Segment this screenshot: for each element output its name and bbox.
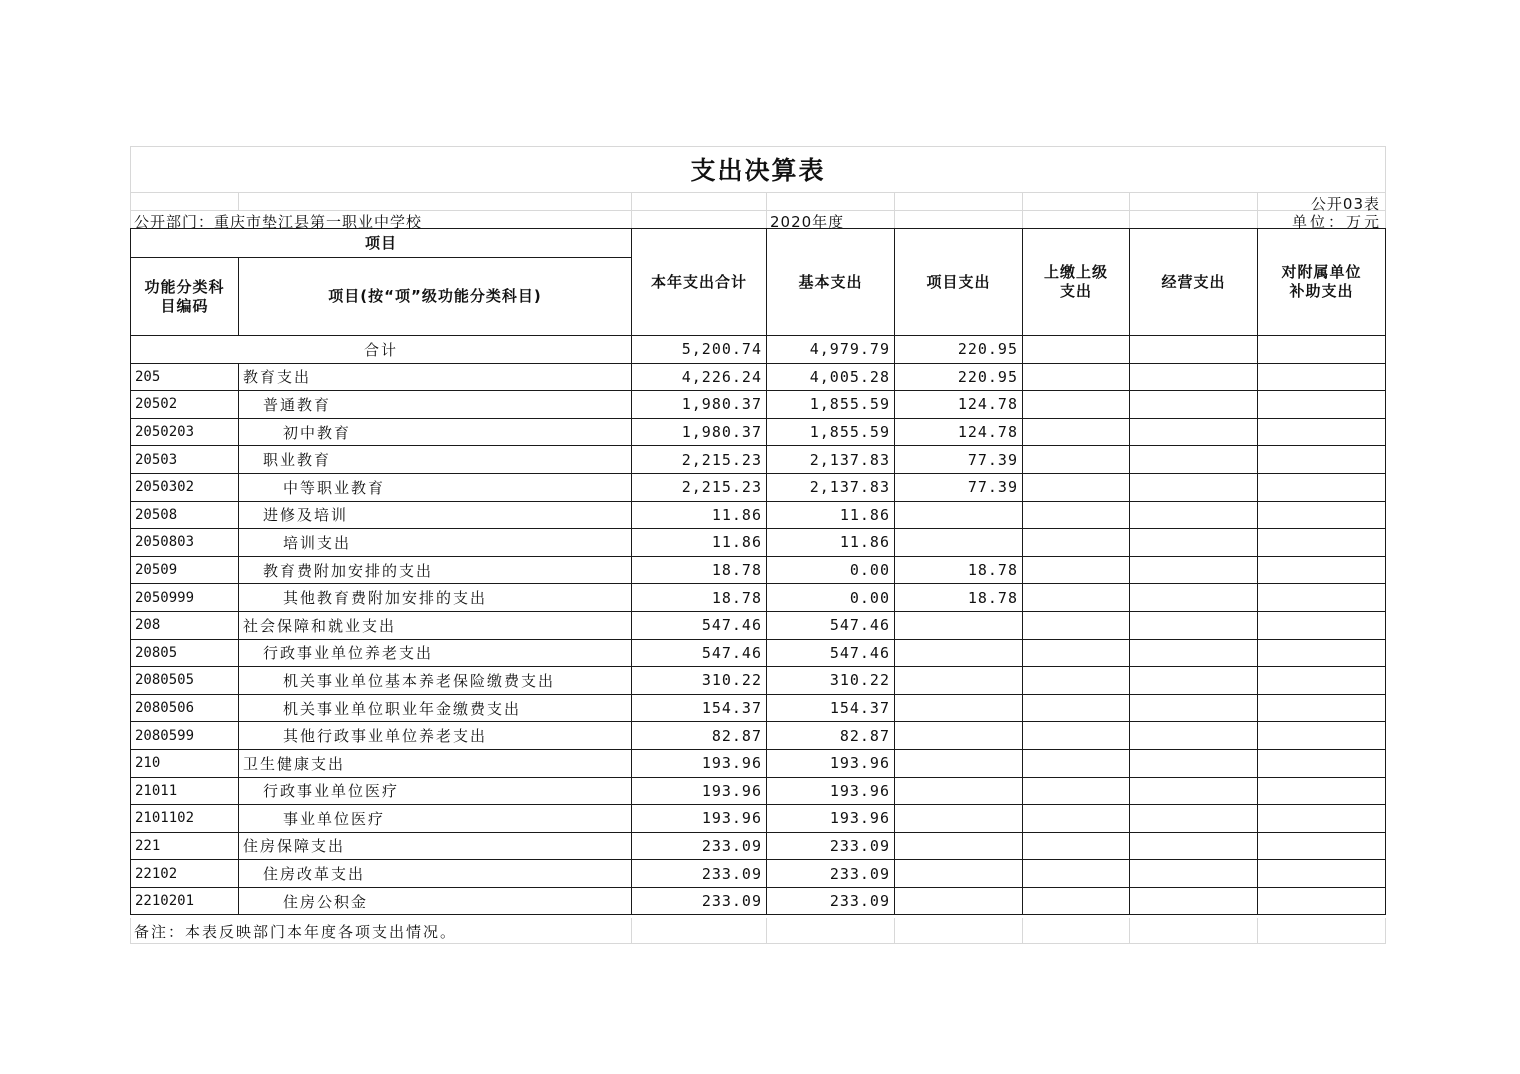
row-total: 11.86 xyxy=(632,501,767,529)
row-name: 教育支出 xyxy=(239,363,632,391)
row-code: 2080599 xyxy=(131,722,239,750)
row-subsidy xyxy=(1258,805,1386,833)
table-row xyxy=(131,860,1386,888)
row-business xyxy=(1130,611,1258,639)
row-subsidy xyxy=(1258,529,1386,557)
row-business xyxy=(1130,667,1258,695)
gridline xyxy=(894,192,895,228)
row-project xyxy=(895,832,1023,860)
row-basic: 0.00 xyxy=(767,556,895,584)
row-project: 18.78 xyxy=(895,556,1023,584)
row-project xyxy=(895,860,1023,888)
row-upper xyxy=(1023,805,1130,833)
row-name: 教育费附加安排的支出 xyxy=(239,556,632,584)
row-basic: 547.46 xyxy=(767,639,895,667)
row-basic: 4,979.79 xyxy=(767,336,895,364)
row-total: 2,215.23 xyxy=(632,473,767,501)
row-code: 2050203 xyxy=(131,418,239,446)
header-code: 功能分类科目编码 xyxy=(131,258,239,336)
table-row xyxy=(131,639,1386,667)
row-total: 2,215.23 xyxy=(632,446,767,474)
row-total: 233.09 xyxy=(632,860,767,888)
header-row-top xyxy=(131,229,1386,258)
row-business xyxy=(1130,473,1258,501)
row-name: 行政事业单位养老支出 xyxy=(239,639,632,667)
row-name: 机关事业单位职业年金缴费支出 xyxy=(239,694,632,722)
row-code: 20509 xyxy=(131,556,239,584)
row-upper xyxy=(1023,501,1130,529)
gridline xyxy=(1257,192,1258,228)
row-project xyxy=(895,887,1023,915)
row-subsidy xyxy=(1258,336,1386,364)
row-name: 其他教育费附加安排的支出 xyxy=(239,584,632,612)
row-business xyxy=(1130,418,1258,446)
row-name: 中等职业教育 xyxy=(239,473,632,501)
row-upper xyxy=(1023,860,1130,888)
row-basic: 11.86 xyxy=(767,501,895,529)
header-total: 本年支出合计 xyxy=(632,229,767,336)
row-total: 1,980.37 xyxy=(632,391,767,419)
gridline xyxy=(238,192,239,210)
row-subsidy xyxy=(1258,777,1386,805)
sheet-title: 支出决算表 xyxy=(130,146,1386,192)
row-upper xyxy=(1023,832,1130,860)
row-name: 行政事业单位医疗 xyxy=(239,777,632,805)
row-code: 22102 xyxy=(131,860,239,888)
footnote: 备注：本表反映部门本年度各项支出情况。 xyxy=(134,923,458,941)
gridline xyxy=(631,918,632,944)
header-upper: 上缴上级支出 xyxy=(1023,229,1130,336)
row-business xyxy=(1130,722,1258,750)
gridline xyxy=(1022,918,1023,944)
row-project: 220.95 xyxy=(895,363,1023,391)
row-project xyxy=(895,501,1023,529)
row-upper xyxy=(1023,887,1130,915)
row-basic: 233.09 xyxy=(767,832,895,860)
row-name: 进修及培训 xyxy=(239,501,632,529)
row-project xyxy=(895,611,1023,639)
gridline xyxy=(766,192,767,228)
row-project xyxy=(895,694,1023,722)
row-project xyxy=(895,667,1023,695)
row-project xyxy=(895,529,1023,557)
header-business: 经营支出 xyxy=(1130,229,1258,336)
row-code: 20805 xyxy=(131,639,239,667)
row-total: 310.22 xyxy=(632,667,767,695)
row-total: 233.09 xyxy=(632,887,767,915)
table-row xyxy=(131,556,1386,584)
row-upper xyxy=(1023,749,1130,777)
gridline xyxy=(130,918,131,944)
row-name: 其他行政事业单位养老支出 xyxy=(239,722,632,750)
row-name: 初中教育 xyxy=(239,418,632,446)
row-upper xyxy=(1023,667,1130,695)
row-total: 154.37 xyxy=(632,694,767,722)
gridline xyxy=(130,943,1386,944)
row-basic: 82.87 xyxy=(767,722,895,750)
row-total: 547.46 xyxy=(632,611,767,639)
table-row xyxy=(131,694,1386,722)
row-code: 2050803 xyxy=(131,529,239,557)
row-basic: 233.09 xyxy=(767,887,895,915)
row-project: 77.39 xyxy=(895,473,1023,501)
row-subsidy xyxy=(1258,639,1386,667)
row-upper xyxy=(1023,556,1130,584)
row-basic: 1,855.59 xyxy=(767,391,895,419)
gridline xyxy=(894,918,895,944)
gridline xyxy=(1385,918,1386,944)
row-code: 208 xyxy=(131,611,239,639)
row-basic: 11.86 xyxy=(767,529,895,557)
table-row xyxy=(131,887,1386,915)
row-name: 社会保障和就业支出 xyxy=(239,611,632,639)
row-upper xyxy=(1023,584,1130,612)
table-row xyxy=(131,832,1386,860)
row-project xyxy=(895,749,1023,777)
row-name: 普通教育 xyxy=(239,391,632,419)
row-basic: 193.96 xyxy=(767,805,895,833)
row-basic: 4,005.28 xyxy=(767,363,895,391)
row-subsidy xyxy=(1258,887,1386,915)
gridline xyxy=(766,918,767,944)
row-business xyxy=(1130,391,1258,419)
header-basic: 基本支出 xyxy=(767,229,895,336)
row-subsidy xyxy=(1258,667,1386,695)
table-row xyxy=(131,611,1386,639)
row-project: 124.78 xyxy=(895,391,1023,419)
row-total: 547.46 xyxy=(632,639,767,667)
row-code: 21011 xyxy=(131,777,239,805)
table-row xyxy=(131,749,1386,777)
row-subsidy xyxy=(1258,860,1386,888)
gridline xyxy=(1129,918,1130,944)
row-business xyxy=(1130,363,1258,391)
table-row xyxy=(131,391,1386,419)
row-upper xyxy=(1023,363,1130,391)
row-subsidy xyxy=(1258,584,1386,612)
row-subsidy xyxy=(1258,611,1386,639)
row-project xyxy=(895,722,1023,750)
row-business xyxy=(1130,501,1258,529)
row-subsidy xyxy=(1258,694,1386,722)
row-upper xyxy=(1023,611,1130,639)
row-total: 4,226.24 xyxy=(632,363,767,391)
row-business xyxy=(1130,584,1258,612)
row-business xyxy=(1130,556,1258,584)
row-subsidy xyxy=(1258,749,1386,777)
table-row xyxy=(131,667,1386,695)
row-subsidy xyxy=(1258,832,1386,860)
row-total: 193.96 xyxy=(632,805,767,833)
fiscal-year: 2020年度 xyxy=(770,213,845,231)
row-name: 职业教育 xyxy=(239,446,632,474)
gridline xyxy=(631,192,632,228)
row-basic: 2,137.83 xyxy=(767,473,895,501)
row-total: 11.86 xyxy=(632,529,767,557)
row-project: 18.78 xyxy=(895,584,1023,612)
gridline xyxy=(130,192,1386,193)
row-business xyxy=(1130,887,1258,915)
row-business xyxy=(1130,832,1258,860)
expenditure-table xyxy=(130,228,1386,915)
row-subsidy xyxy=(1258,391,1386,419)
row-upper xyxy=(1023,777,1130,805)
table-row xyxy=(131,418,1386,446)
row-upper xyxy=(1023,446,1130,474)
row-name: 机关事业单位基本养老保险缴费支出 xyxy=(239,667,632,695)
gridline xyxy=(1129,192,1130,228)
row-upper xyxy=(1023,418,1130,446)
row-total: 5,200.74 xyxy=(632,336,767,364)
row-code: 20508 xyxy=(131,501,239,529)
row-name: 培训支出 xyxy=(239,529,632,557)
gridline xyxy=(1385,192,1386,228)
row-basic: 2,137.83 xyxy=(767,446,895,474)
row-business xyxy=(1130,694,1258,722)
header-subsidy: 对附属单位补助支出 xyxy=(1258,229,1386,336)
row-business xyxy=(1130,749,1258,777)
row-total: 233.09 xyxy=(632,832,767,860)
table-row xyxy=(131,529,1386,557)
row-code: 2050999 xyxy=(131,584,239,612)
row-business xyxy=(1130,805,1258,833)
department-label: 公开部门：重庆市垫江县第一职业中学校 xyxy=(134,213,423,231)
row-subsidy xyxy=(1258,418,1386,446)
total-label: 合计 xyxy=(131,336,632,364)
row-upper xyxy=(1023,336,1130,364)
row-project xyxy=(895,805,1023,833)
row-code: 2050302 xyxy=(131,473,239,501)
row-basic: 310.22 xyxy=(767,667,895,695)
row-code: 2210201 xyxy=(131,887,239,915)
row-code: 205 xyxy=(131,363,239,391)
row-upper xyxy=(1023,529,1130,557)
row-subsidy xyxy=(1258,446,1386,474)
gridline xyxy=(1257,918,1258,944)
row-total: 18.78 xyxy=(632,556,767,584)
row-upper xyxy=(1023,473,1130,501)
row-code: 221 xyxy=(131,832,239,860)
row-business xyxy=(1130,336,1258,364)
row-name: 住房改革支出 xyxy=(239,860,632,888)
row-total: 82.87 xyxy=(632,722,767,750)
row-subsidy xyxy=(1258,722,1386,750)
table-row xyxy=(131,777,1386,805)
row-code: 2101102 xyxy=(131,805,239,833)
row-code: 20503 xyxy=(131,446,239,474)
row-upper xyxy=(1023,722,1130,750)
row-project xyxy=(895,777,1023,805)
row-business xyxy=(1130,639,1258,667)
row-basic: 1,855.59 xyxy=(767,418,895,446)
row-project: 77.39 xyxy=(895,446,1023,474)
gridline xyxy=(1022,192,1023,228)
table-row xyxy=(131,363,1386,391)
row-total: 193.96 xyxy=(632,777,767,805)
row-business xyxy=(1130,860,1258,888)
table-row xyxy=(131,473,1386,501)
row-code: 20502 xyxy=(131,391,239,419)
row-total: 18.78 xyxy=(632,584,767,612)
row-project xyxy=(895,639,1023,667)
table-row xyxy=(131,584,1386,612)
row-upper xyxy=(1023,391,1130,419)
row-name: 卫生健康支出 xyxy=(239,749,632,777)
row-basic: 547.46 xyxy=(767,611,895,639)
row-subsidy xyxy=(1258,363,1386,391)
row-upper xyxy=(1023,694,1130,722)
header-name: 项目(按“项”级功能分类科目) xyxy=(239,258,632,336)
row-project: 124.78 xyxy=(895,418,1023,446)
row-subsidy xyxy=(1258,501,1386,529)
row-code: 210 xyxy=(131,749,239,777)
table-row xyxy=(131,805,1386,833)
table-row xyxy=(131,722,1386,750)
gridline xyxy=(130,192,131,228)
row-code: 2080505 xyxy=(131,667,239,695)
table-row xyxy=(131,501,1386,529)
row-basic: 193.96 xyxy=(767,777,895,805)
row-code: 2080506 xyxy=(131,694,239,722)
header-project: 项目支出 xyxy=(895,229,1023,336)
row-basic: 233.09 xyxy=(767,860,895,888)
row-business xyxy=(1130,446,1258,474)
row-total: 193.96 xyxy=(632,749,767,777)
header-item: 项目 xyxy=(131,229,632,258)
row-basic: 0.00 xyxy=(767,584,895,612)
footer-row xyxy=(130,918,1386,944)
table-row xyxy=(131,446,1386,474)
row-name: 住房公积金 xyxy=(239,887,632,915)
row-upper xyxy=(1023,639,1130,667)
row-name: 事业单位医疗 xyxy=(239,805,632,833)
row-total: 1,980.37 xyxy=(632,418,767,446)
row-basic: 193.96 xyxy=(767,749,895,777)
row-subsidy xyxy=(1258,473,1386,501)
unit-label: 单位：万元 xyxy=(1291,213,1382,231)
row-business xyxy=(1130,777,1258,805)
expenditure-sheet xyxy=(130,146,1386,944)
form-number: 公开03表 xyxy=(1310,195,1380,213)
row-name: 住房保障支出 xyxy=(239,832,632,860)
row-subsidy xyxy=(1258,556,1386,584)
row-project: 220.95 xyxy=(895,336,1023,364)
row-business xyxy=(1130,529,1258,557)
total-row xyxy=(131,336,1386,364)
row-basic: 154.37 xyxy=(767,694,895,722)
